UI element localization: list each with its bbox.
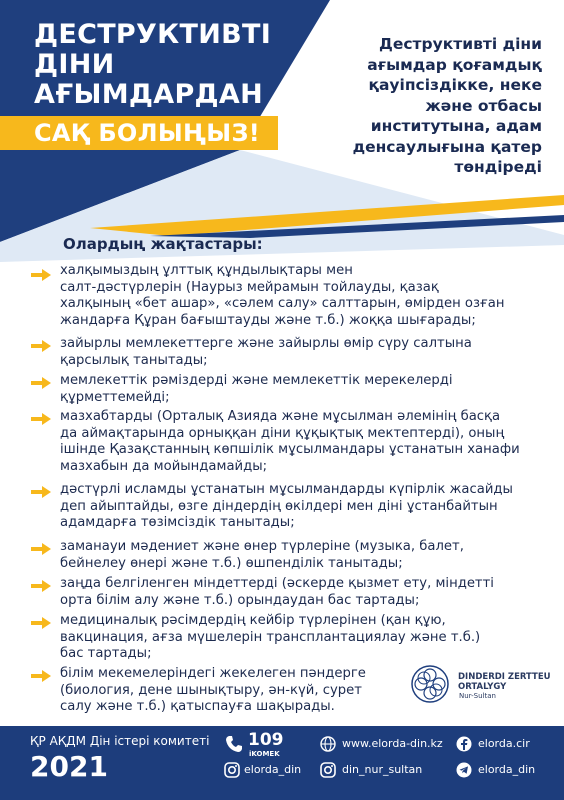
facebook-icon bbox=[456, 736, 472, 752]
list-item-line: халқымыздың ұлттық құндылықтары мен bbox=[60, 263, 353, 278]
list-item-line: білім мекемелеріндегі жекелеген пәндерге bbox=[60, 666, 366, 681]
lead-line: қауіпсіздікке, неке bbox=[368, 76, 542, 94]
hotline-label: iKOMEK bbox=[249, 750, 280, 758]
globe-icon bbox=[320, 736, 336, 752]
logo-city: Nur-Sultan bbox=[459, 692, 496, 700]
title-line: ДІНИ bbox=[34, 49, 115, 80]
list-item bbox=[60, 576, 494, 609]
list-item bbox=[60, 263, 504, 329]
lead-line: және отбасы bbox=[425, 96, 542, 115]
list-item-line: зайырлы мемлекеттерге және зайырлы өмір сүру салтына bbox=[60, 336, 472, 351]
instagram-link-2[interactable]: din_nur_sultan bbox=[342, 763, 423, 776]
list-item-line: салт-дәстүрлерін (Наурыз мейрамын тойлауды, қазақ bbox=[60, 279, 439, 295]
list-item bbox=[60, 373, 453, 406]
logo-name-line: ORTALYGY bbox=[458, 682, 507, 692]
arrow-right-icon bbox=[31, 340, 51, 352]
list-item bbox=[60, 336, 472, 369]
list-item-line: орта білім алу және т.б.) орындаудан бас тартады; bbox=[60, 592, 420, 608]
title-line: АҒЫМДАРДАН bbox=[34, 79, 263, 110]
telegram-icon bbox=[456, 762, 472, 778]
website-link[interactable]: www.elorda-din.kz bbox=[342, 737, 443, 750]
list-item-line: медициналық рәсімдердің кейбір түрлерінен (қан құю, bbox=[60, 613, 446, 628]
list-item-line: қарсылық танытады; bbox=[60, 352, 208, 368]
arrow-right-icon bbox=[31, 670, 51, 682]
list-item-line: мазхабын да мойындамайды; bbox=[60, 458, 268, 474]
list-item-line: салу және т.б.) қатыспауға шақырады. bbox=[60, 699, 335, 715]
list-item-line: бас тартады; bbox=[60, 646, 152, 662]
list-item-line: бейнелеу өнері және т.б.) өшпенділік танытады; bbox=[60, 555, 403, 571]
arrow-right-icon bbox=[31, 377, 51, 389]
arrow-right-icon bbox=[31, 543, 51, 555]
instagram-icon bbox=[224, 762, 240, 778]
list-item-line: заманауи мәдениет және өнер түрлеріне (музыка, балет, bbox=[60, 539, 464, 554]
lead-line: институтына, адам bbox=[370, 117, 542, 135]
list-item bbox=[60, 482, 513, 532]
arrow-right-icon bbox=[31, 617, 51, 629]
lead-line: ағымдар қоғамдық bbox=[367, 55, 542, 74]
hotline-number[interactable]: 109 bbox=[248, 730, 284, 750]
lead-line: төндіреді bbox=[454, 158, 542, 176]
warning-text: САҚ БОЛЫҢЫЗ! bbox=[34, 119, 261, 147]
list-item bbox=[60, 666, 366, 716]
list-item-line: (биология, дене шынықтыру, ән-күй, сурет bbox=[60, 682, 362, 698]
list-item bbox=[60, 613, 480, 663]
arrow-right-icon bbox=[31, 269, 51, 281]
year: 2021 bbox=[30, 750, 108, 783]
list-item-line: деп айыптайды, өзге діндердің өкілдері мен діні ұстанбайтын bbox=[60, 498, 498, 514]
logo-name-line: DINDERDI ZERTTEU bbox=[458, 672, 551, 682]
list-item-line: жандарға Құран бағыштауды және т.б.) жоққа шығарады; bbox=[60, 312, 476, 328]
arrow-right-icon bbox=[31, 413, 51, 425]
list-item-line: да аймақтарында орныққан діни құқықтық мектептерді), оның bbox=[60, 425, 505, 441]
section-title: Олардың жақтастары: bbox=[63, 235, 263, 253]
footer bbox=[0, 726, 564, 800]
phone-icon bbox=[224, 734, 244, 754]
instagram-icon bbox=[320, 762, 336, 778]
committee-name: ҚР АҚДМ Дін істері комитеті bbox=[30, 734, 210, 748]
lead-text bbox=[342, 34, 542, 178]
arrow-right-icon bbox=[31, 486, 51, 498]
instagram-link-1[interactable]: elorda_din bbox=[244, 763, 302, 776]
list-item-line: халқының «бет ашар», «сәлем салу» салттарын, өмірден озған bbox=[60, 296, 505, 312]
list-item-line: адамдарға төзімсіздік танытады; bbox=[60, 515, 295, 531]
list-item bbox=[60, 409, 520, 475]
list-item-line: дәстүрлі исламды ұстанатын мұсылмандарды күпірлік жасайды bbox=[60, 482, 513, 497]
list-item-line: ішінде Қазақстанның көпшілік мұсылмандары ұстанатын ханафи bbox=[60, 442, 520, 458]
list-item-line: мемлекеттік рәміздерді және мемлекеттік мерекелерді bbox=[60, 373, 453, 388]
list-item-line: вакцинация, ағза мүшелерін трансплантациялау және т.б.) bbox=[60, 629, 481, 645]
logo-name bbox=[458, 672, 551, 692]
lead-line: Деструктивті діни bbox=[379, 35, 542, 53]
lead-line: денсаулығына қатер bbox=[352, 137, 542, 156]
main-title bbox=[34, 20, 271, 110]
arrow-right-icon bbox=[31, 580, 51, 592]
telegram-link[interactable]: elorda_din bbox=[478, 763, 536, 776]
logo-icon bbox=[410, 664, 450, 704]
list-item-line: құрметтемейді; bbox=[60, 389, 170, 405]
list-item bbox=[60, 539, 464, 572]
list-item-line: мазхабтарды (Орталық Азияда және мұсылман әлемінің басқа bbox=[60, 409, 501, 424]
facebook-link[interactable]: elorda.cir bbox=[478, 737, 530, 750]
list-item-line: заңда белгіленген міндеттерді (әскерде қызмет ету, міндетті bbox=[60, 576, 494, 591]
title-line: ДЕСТРУКТИВТІ bbox=[34, 19, 272, 50]
